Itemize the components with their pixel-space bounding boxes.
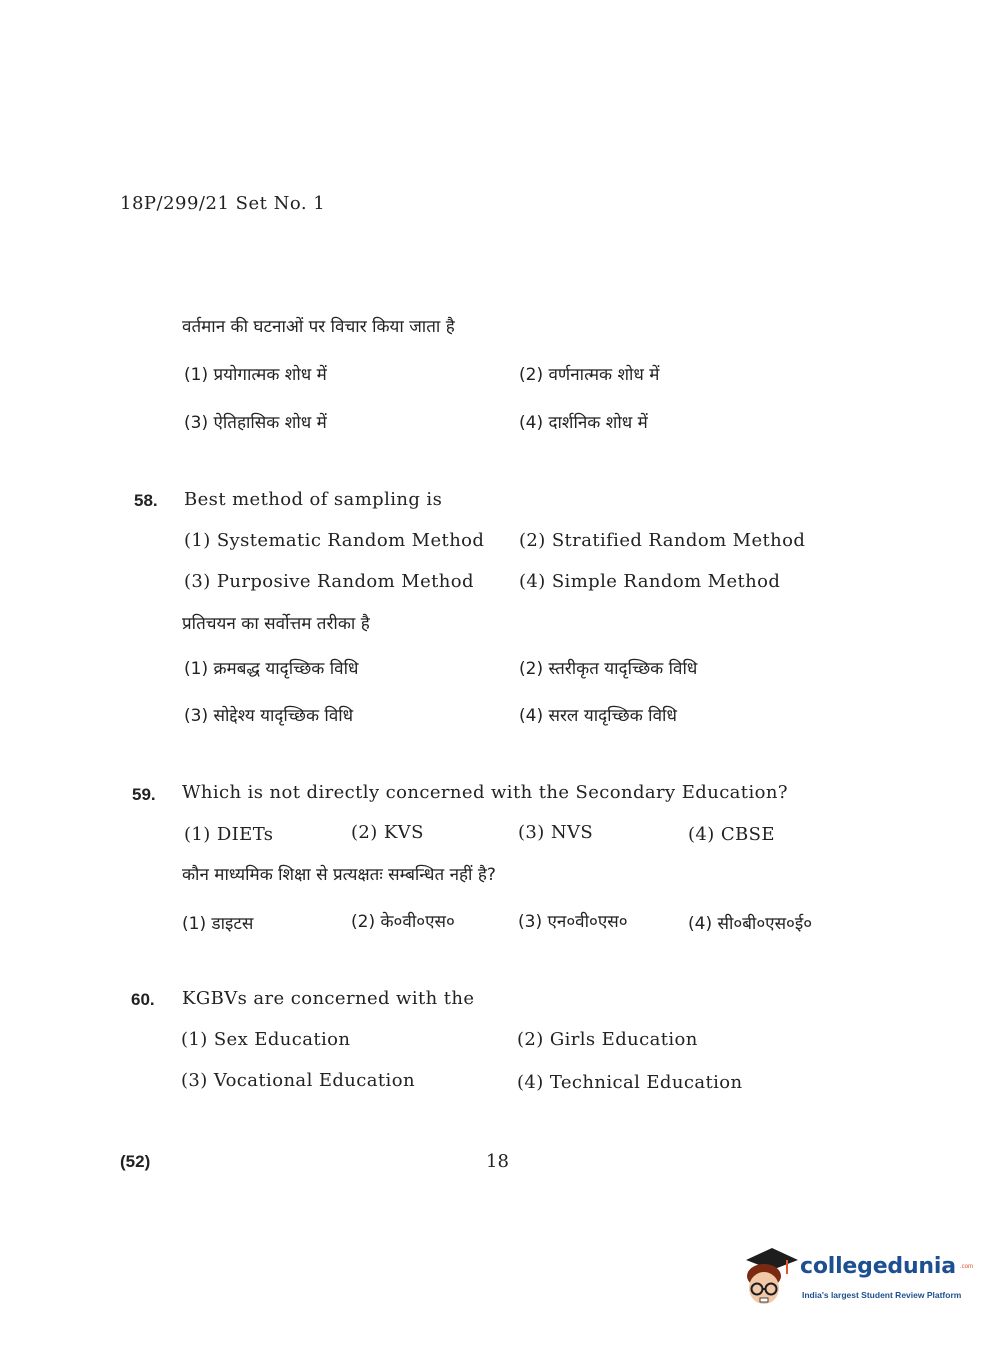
q58-hindi-option-1: (1) क्रमबद्ध यादृच्छिक विधि — [184, 659, 359, 679]
q58-option-2: (2) Stratified Random Method — [519, 530, 806, 551]
q58-hindi-stem: प्रतिचयन का सर्वोत्तम तरीका है — [182, 614, 370, 634]
q59-option-2: (2) KVS — [351, 822, 424, 843]
q58-option-1: (1) Systematic Random Method — [184, 530, 485, 551]
q58-hindi-option-2: (2) स्तरीकृत यादृच्छिक विधि — [519, 659, 698, 679]
q57-hindi-option-3: (3) ऐतिहासिक शोध में — [184, 413, 327, 433]
q59-hindi-option-4: (4) सी०बी०एस०ई० — [688, 914, 813, 934]
q58-number: 58. — [134, 491, 158, 510]
q59-option-4: (4) CBSE — [688, 824, 775, 845]
q59-stem: Which is not directly concerned with the Secondary Education? — [182, 782, 788, 803]
q58-hindi-option-3: (3) सोद्देश्य यादृच्छिक विधि — [184, 706, 354, 726]
page-number: 18 — [486, 1151, 509, 1172]
q60-option-2: (2) Girls Education — [517, 1029, 698, 1050]
q60-option-3: (3) Vocational Education — [181, 1070, 415, 1091]
logo-tld: .com — [960, 1264, 974, 1270]
logo-wordmark: collegedunia — [800, 1254, 956, 1279]
q59-hindi-option-1: (1) डाइटस — [182, 914, 254, 934]
logo-tagline: India's largest Student Review Platform — [802, 1290, 962, 1300]
q60-stem: KGBVs are concerned with the — [182, 988, 475, 1009]
q58-option-4: (4) Simple Random Method — [519, 571, 781, 592]
q58-hindi-option-4: (4) सरल यादृच्छिक विधि — [519, 706, 677, 726]
q57-hindi-option-4: (4) दार्शनिक शोध में — [519, 413, 648, 433]
q59-option-3: (3) NVS — [518, 822, 594, 843]
q57-hindi-stem: वर्तमान की घटनाओं पर विचार किया जाता है — [182, 317, 455, 337]
paper-code: 18P/299/21 Set No. 1 — [120, 193, 326, 214]
q58-option-3: (3) Purposive Random Method — [184, 571, 474, 592]
mascot-icon — [742, 1246, 800, 1312]
q59-hindi-option-3: (3) एन०वी०एस० — [518, 912, 628, 932]
q59-option-1: (1) DIETs — [184, 824, 274, 845]
q60-number: 60. — [131, 990, 155, 1009]
q57-hindi-option-1: (1) प्रयोगात्मक शोध में — [184, 365, 327, 385]
q60-option-4: (4) Technical Education — [517, 1072, 743, 1093]
q59-hindi-stem: कौन माध्यमिक शिक्षा से प्रत्यक्षतः सम्बन्धित नहीं है? — [182, 865, 496, 885]
q59-number: 59. — [132, 785, 156, 804]
footer-code: (52) — [120, 1152, 151, 1171]
collegedunia-logo — [742, 1246, 972, 1316]
q60-option-1: (1) Sex Education — [181, 1029, 351, 1050]
q58-stem: Best method of sampling is — [184, 489, 443, 510]
q59-hindi-option-2: (2) के०वी०एस० — [351, 912, 455, 932]
q57-hindi-option-2: (2) वर्णनात्मक शोध में — [519, 365, 660, 385]
